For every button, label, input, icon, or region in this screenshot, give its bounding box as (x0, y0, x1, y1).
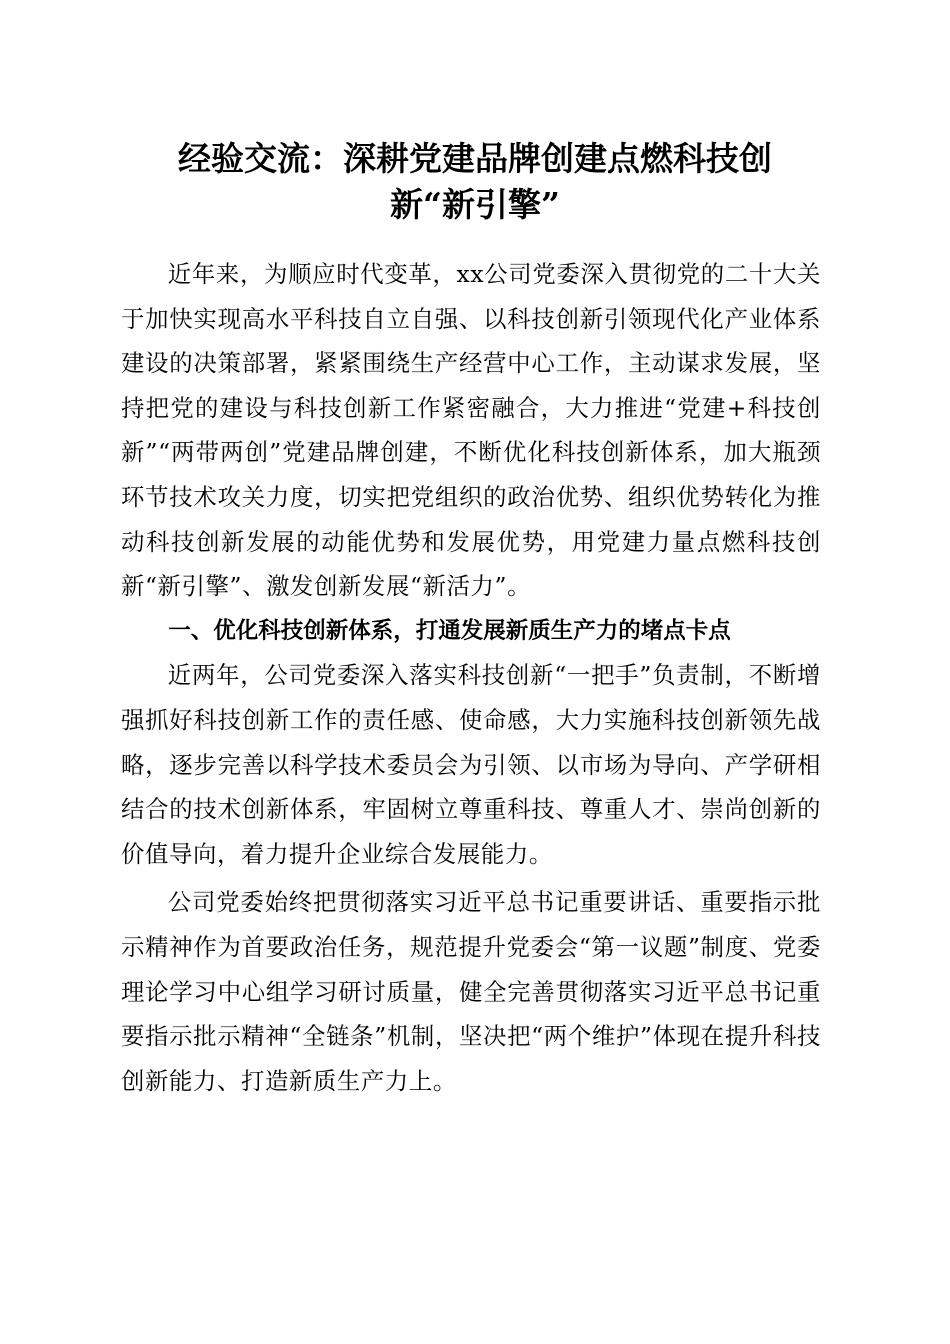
title-line-2: 新“新引擎” (390, 185, 560, 224)
body-paragraph-2: 公司党委始终把贯彻落实习近平总书记重要讲话、重要指示批示精神作为首要政治任务，规范提升党委会“第一议题”制度、党委理论学习中心组学习研讨质量，健全完善贯彻落实习近平总书记重要指示批示精神“全链条”机制，坚决把“两个维护”体现在提升科技创新能力、打造新质生产力上。 (121, 888, 821, 1095)
title-line-1: 经验交流：深耕党建品牌创建点燃科技创 (178, 139, 772, 178)
document-title (120, 136, 830, 228)
body-paragraph-1: 近两年，公司党委深入落实科技创新“一把手”负责制，不断增强抓好科技创新工作的责任感、使命感，大力实施科技创新领先战略，逐步完善以科学技术委员会为引领、以市场为导向、产学研相结合的技术创新体系，牢固树立尊重科技、尊重人才、崇尚创新的价值导向，着力提升企业综合发展能力。 (121, 661, 821, 868)
document-body (121, 252, 821, 1103)
intro-paragraph: 近年来，为顺应时代变革，xx公司党委深入贯彻党的二十大关于加快实现高水平科技自立自强、以科技创新引领现代化产业体系建设的决策部署，紧紧围绕生产经营中心工作，主动谋求发展，坚持把党的建设与科技创新工作紧密融合，大力推进“党建+科技创新”“两带两创”党建品牌创建，不断优化科技创新体系，加大瓶颈环节技术攻关力度，切实把党组织的政治优势、组织优势转化为推动科技创新发展的动能优势和发展优势，用党建力量点燃科技创新“新引擎”、激发创新发展“新活力”。 (121, 260, 821, 601)
section-heading-1: 一、优化科技创新体系，打通发展新质生产力的堵点卡点 (168, 617, 731, 644)
